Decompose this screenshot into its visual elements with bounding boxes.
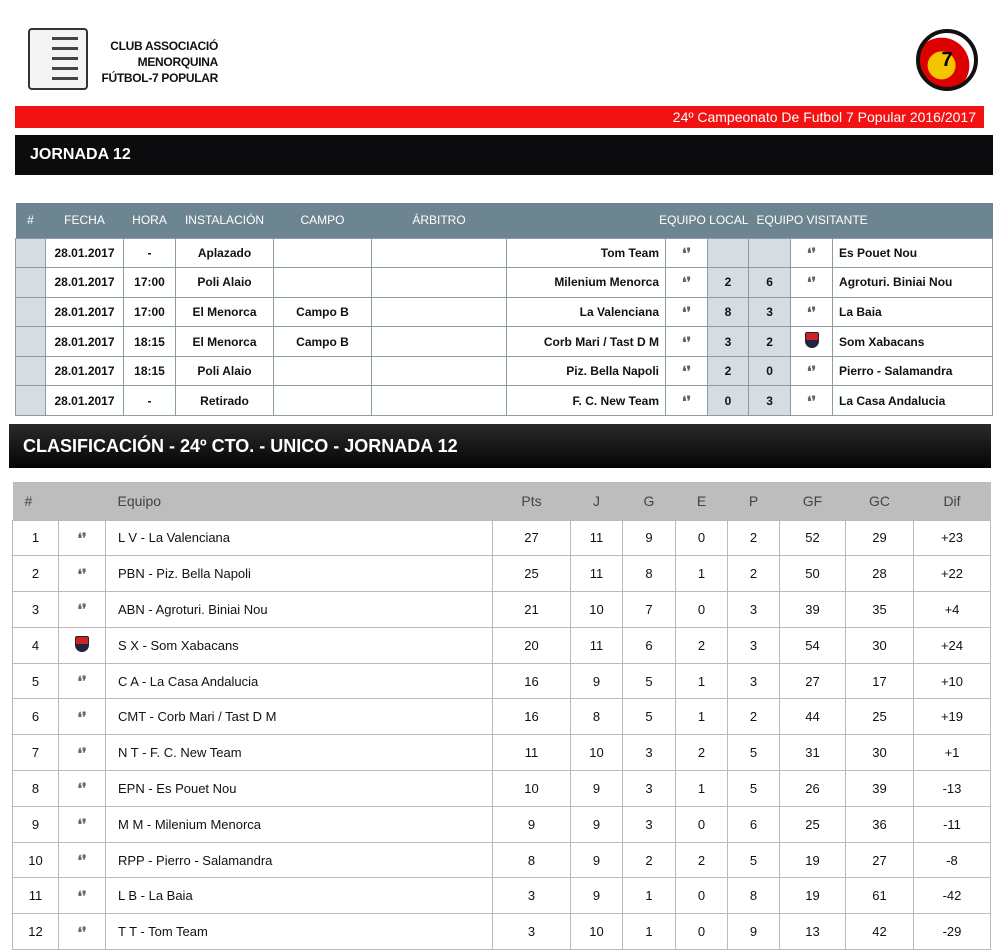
club-line: CLUB ASSOCIACIÓ [110, 39, 218, 53]
match-date: 28.01.2017 [46, 356, 124, 386]
team-icon: ❛❜ [681, 333, 692, 350]
team-icon: ❛❜ [77, 780, 87, 797]
match-row [16, 356, 993, 386]
match-venue: El Menorca [176, 327, 274, 357]
col-gf: GF [780, 482, 846, 520]
away-goals: 3 [749, 386, 791, 416]
team-icon: ❛❜ [681, 363, 692, 380]
match-row [16, 327, 993, 357]
team-won: 5 [623, 699, 676, 735]
team-gf: 44 [780, 699, 846, 735]
team-team[interactable]: M M - Milenium Menorca [106, 806, 493, 842]
match-row [16, 268, 993, 298]
match-row [16, 297, 993, 327]
team-gc: 36 [846, 806, 914, 842]
club-name [100, 38, 218, 86]
club-line: FÚTBOL-7 POPULAR [101, 71, 218, 85]
team-diff: -29 [914, 914, 991, 950]
match-num [16, 297, 46, 327]
col-icon [59, 482, 106, 520]
standings-row [13, 735, 991, 771]
away-goals [749, 238, 791, 268]
team-won: 3 [623, 735, 676, 771]
standings-row [13, 663, 991, 699]
team-lost: 5 [728, 842, 780, 878]
team-diff: -8 [914, 842, 991, 878]
team-icon: ❛❜ [77, 744, 87, 761]
match-num [16, 268, 46, 298]
badge-number: 7 [941, 48, 953, 71]
team-played: 10 [571, 592, 623, 628]
team-played: 8 [571, 699, 623, 735]
away-team[interactable]: Es Pouet Nou [833, 238, 993, 268]
away-team-icon-cell [791, 356, 833, 386]
team-team[interactable]: T T - Tom Team [106, 914, 493, 950]
match-date: 28.01.2017 [46, 386, 124, 416]
team-gf: 19 [780, 842, 846, 878]
team-pos: 5 [13, 663, 59, 699]
team-won: 8 [623, 556, 676, 592]
team-played: 10 [571, 914, 623, 950]
standings-row [13, 520, 991, 556]
match-venue: El Menorca [176, 297, 274, 327]
team-pts: 21 [493, 592, 571, 628]
match-time: - [124, 238, 176, 268]
team-icon: ❛❜ [681, 303, 692, 320]
away-team[interactable]: La Baia [833, 297, 993, 327]
team-icon-cell [59, 914, 106, 950]
team-pts: 8 [493, 842, 571, 878]
team-pts: 9 [493, 806, 571, 842]
team-played: 9 [571, 771, 623, 807]
team-played: 10 [571, 735, 623, 771]
team-won: 9 [623, 520, 676, 556]
team-pos: 1 [13, 520, 59, 556]
team-icon-cell [59, 806, 106, 842]
team-icon: ❛❜ [807, 274, 817, 291]
team-drawn: 0 [676, 878, 728, 914]
standings-row [13, 592, 991, 628]
team-gc: 35 [846, 592, 914, 628]
team-icon: ❛❜ [77, 565, 87, 582]
team-drawn: 0 [676, 592, 728, 628]
team-icon: ❛❜ [681, 392, 692, 409]
col-e: E [676, 482, 728, 520]
match-row [16, 386, 993, 416]
shield-icon [805, 332, 819, 348]
team-won: 3 [623, 771, 676, 807]
team-gc: 30 [846, 735, 914, 771]
col-arbitro: ÁRBITRO [372, 203, 507, 238]
home-team-icon-cell [666, 297, 708, 327]
team-icon: ❛❜ [807, 363, 817, 380]
match-venue: Poli Alaio [176, 356, 274, 386]
team-gc: 27 [846, 842, 914, 878]
match-referee [372, 297, 507, 327]
standings-row [13, 914, 991, 950]
team-pts: 16 [493, 699, 571, 735]
away-team[interactable]: Som Xabacans [833, 327, 993, 357]
match-venue: Retirado [176, 386, 274, 416]
team-played: 9 [571, 806, 623, 842]
team-diff: -11 [914, 806, 991, 842]
team-diff: +10 [914, 663, 991, 699]
match-referee [372, 327, 507, 357]
match-field: Campo B [274, 327, 372, 357]
team-gf: 26 [780, 771, 846, 807]
team-icon-cell [59, 735, 106, 771]
team-icon-cell [59, 627, 106, 663]
team-lost: 3 [728, 627, 780, 663]
match-time: 17:00 [124, 268, 176, 298]
away-team-icon-cell [791, 238, 833, 268]
team-played: 11 [571, 520, 623, 556]
team-lost: 5 [728, 771, 780, 807]
team-gc: 42 [846, 914, 914, 950]
team-team[interactable]: ABN - Agroturi. Biniai Nou [106, 592, 493, 628]
home-team[interactable]: Tom Team [507, 238, 666, 268]
standings-title: CLASIFICACIÓN - 24º CTO. - UNICO - JORNADA 12 [9, 424, 991, 468]
team-icon-cell [59, 520, 106, 556]
team-icon-cell [59, 878, 106, 914]
team-won: 1 [623, 914, 676, 950]
team-lost: 2 [728, 520, 780, 556]
away-team[interactable]: Agroturi. Biniai Nou [833, 268, 993, 298]
team-pos: 11 [13, 878, 59, 914]
team-drawn: 2 [676, 842, 728, 878]
team-drawn: 1 [676, 771, 728, 807]
match-num [16, 356, 46, 386]
team-diff: -42 [914, 878, 991, 914]
team-gf: 50 [780, 556, 846, 592]
team-gc: 28 [846, 556, 914, 592]
federation-badge [916, 29, 978, 91]
away-team[interactable]: La Casa Andalucia [833, 386, 993, 416]
matches-table [15, 203, 993, 416]
standings-row [13, 627, 991, 663]
jornada-title: JORNADA 12 [15, 135, 993, 175]
team-gf: 13 [780, 914, 846, 950]
team-pos: 3 [13, 592, 59, 628]
home-goals: 2 [708, 268, 749, 298]
col-num: # [13, 482, 59, 520]
match-referee [372, 356, 507, 386]
team-pts: 20 [493, 627, 571, 663]
home-team[interactable]: Corb Mari / Tast D M [507, 327, 666, 357]
team-lost: 5 [728, 735, 780, 771]
col-fecha: FECHA [46, 203, 124, 238]
away-team[interactable]: Pierro - Salamandra [833, 356, 993, 386]
team-lost: 2 [728, 556, 780, 592]
col-visitante: EQUIPO VISITANTE [749, 203, 993, 238]
team-lost: 3 [728, 592, 780, 628]
team-drawn: 1 [676, 663, 728, 699]
match-row [16, 238, 993, 268]
team-gc: 61 [846, 878, 914, 914]
team-drawn: 2 [676, 627, 728, 663]
team-lost: 2 [728, 699, 780, 735]
team-lost: 3 [728, 663, 780, 699]
home-goals: 0 [708, 386, 749, 416]
team-gc: 29 [846, 520, 914, 556]
team-icon: ❛❜ [77, 852, 87, 869]
standings-row [13, 806, 991, 842]
team-won: 1 [623, 878, 676, 914]
match-referee [372, 238, 507, 268]
match-referee [372, 386, 507, 416]
team-team[interactable]: N T - F. C. New Team [106, 735, 493, 771]
team-icon: ❛❜ [77, 708, 87, 725]
team-won: 7 [623, 592, 676, 628]
match-field [274, 268, 372, 298]
home-team[interactable]: Milenium Menorca [507, 268, 666, 298]
team-icon-cell [59, 699, 106, 735]
match-date: 28.01.2017 [46, 327, 124, 357]
col-campo: CAMPO [274, 203, 372, 238]
team-team[interactable]: EPN - Es Pouet Nou [106, 771, 493, 807]
standings-row [13, 842, 991, 878]
team-icon: ❛❜ [77, 529, 87, 546]
match-venue: Poli Alaio [176, 268, 274, 298]
team-drawn: 1 [676, 556, 728, 592]
team-gf: 31 [780, 735, 846, 771]
team-pts: 16 [493, 663, 571, 699]
team-team[interactable]: C A - La Casa Andalucia [106, 663, 493, 699]
shield-icon [75, 636, 89, 652]
match-date: 28.01.2017 [46, 268, 124, 298]
team-played: 9 [571, 663, 623, 699]
match-num [16, 238, 46, 268]
col-instalacion: INSTALACIÓN [176, 203, 274, 238]
col-pts: Pts [493, 482, 571, 520]
col-g: G [623, 482, 676, 520]
team-played: 9 [571, 878, 623, 914]
team-icon: ❛❜ [681, 274, 692, 291]
club-logo [28, 28, 88, 90]
away-goals: 6 [749, 268, 791, 298]
team-pos: 7 [13, 735, 59, 771]
team-team[interactable]: S X - Som Xabacans [106, 627, 493, 663]
team-team[interactable]: L V - La Valenciana [106, 520, 493, 556]
match-venue: Aplazado [176, 238, 274, 268]
home-team-icon-cell [666, 238, 708, 268]
standings-row [13, 771, 991, 807]
team-pts: 11 [493, 735, 571, 771]
home-goals [708, 238, 749, 268]
col-gc: GC [846, 482, 914, 520]
team-gc: 39 [846, 771, 914, 807]
match-time: 17:00 [124, 297, 176, 327]
home-goals: 3 [708, 327, 749, 357]
match-field [274, 238, 372, 268]
team-pts: 27 [493, 520, 571, 556]
team-icon-cell [59, 663, 106, 699]
team-gf: 52 [780, 520, 846, 556]
home-team[interactable]: La Valenciana [507, 297, 666, 327]
team-gc: 17 [846, 663, 914, 699]
team-lost: 9 [728, 914, 780, 950]
match-num [16, 386, 46, 416]
away-goals: 2 [749, 327, 791, 357]
team-icon-cell [59, 771, 106, 807]
team-gc: 25 [846, 699, 914, 735]
team-drawn: 2 [676, 735, 728, 771]
team-diff: +1 [914, 735, 991, 771]
team-won: 3 [623, 806, 676, 842]
team-won: 5 [623, 663, 676, 699]
team-pos: 12 [13, 914, 59, 950]
away-team-icon-cell [791, 268, 833, 298]
match-referee [372, 268, 507, 298]
team-team[interactable]: CMT - Corb Mari / Tast D M [106, 699, 493, 735]
team-gf: 54 [780, 627, 846, 663]
home-team-icon-cell [666, 356, 708, 386]
match-time: 18:15 [124, 327, 176, 357]
team-icon: ❛❜ [807, 392, 817, 409]
match-field [274, 386, 372, 416]
championship-banner: 24º Campeonato De Futbol 7 Popular 2016/2017 [15, 106, 984, 128]
team-icon: ❛❜ [77, 923, 87, 940]
team-icon-cell [59, 592, 106, 628]
team-won: 6 [623, 627, 676, 663]
team-team[interactable]: L B - La Baia [106, 878, 493, 914]
team-icon: ❛❜ [807, 244, 817, 261]
away-goals: 3 [749, 297, 791, 327]
team-pos: 9 [13, 806, 59, 842]
col-dif: Dif [914, 482, 991, 520]
team-icon: ❛❜ [77, 673, 87, 690]
match-num [16, 327, 46, 357]
col-hora: HORA [124, 203, 176, 238]
team-played: 11 [571, 556, 623, 592]
team-icon: ❛❜ [77, 816, 87, 833]
team-icon-cell [59, 842, 106, 878]
standings-header [13, 482, 991, 520]
team-pts: 3 [493, 914, 571, 950]
team-pos: 6 [13, 699, 59, 735]
team-drawn: 1 [676, 699, 728, 735]
standings-row [13, 556, 991, 592]
match-date: 28.01.2017 [46, 238, 124, 268]
team-played: 11 [571, 627, 623, 663]
home-team[interactable]: F. C. New Team [507, 386, 666, 416]
team-lost: 6 [728, 806, 780, 842]
team-pos: 2 [13, 556, 59, 592]
col-local: EQUIPO LOCAL [507, 203, 749, 238]
col-equipo: Equipo [106, 482, 493, 520]
team-diff: +24 [914, 627, 991, 663]
col-num: # [16, 203, 46, 238]
col-j: J [571, 482, 623, 520]
team-diff: +23 [914, 520, 991, 556]
team-gc: 30 [846, 627, 914, 663]
team-icon: ❛❜ [77, 887, 87, 904]
team-pts: 25 [493, 556, 571, 592]
team-diff: +4 [914, 592, 991, 628]
away-team-icon-cell [791, 297, 833, 327]
team-team[interactable]: PBN - Piz. Bella Napoli [106, 556, 493, 592]
away-team-icon-cell [791, 327, 833, 357]
home-goals: 8 [708, 297, 749, 327]
team-gf: 27 [780, 663, 846, 699]
team-pts: 3 [493, 878, 571, 914]
team-pos: 8 [13, 771, 59, 807]
team-icon: ❛❜ [77, 601, 87, 618]
match-field: Campo B [274, 297, 372, 327]
home-team-icon-cell [666, 327, 708, 357]
team-gf: 25 [780, 806, 846, 842]
match-time: - [124, 386, 176, 416]
team-icon: ❛❜ [807, 303, 817, 320]
team-gf: 19 [780, 878, 846, 914]
home-goals: 2 [708, 356, 749, 386]
team-lost: 8 [728, 878, 780, 914]
team-pts: 10 [493, 771, 571, 807]
team-icon-cell [59, 556, 106, 592]
team-drawn: 0 [676, 520, 728, 556]
team-drawn: 0 [676, 914, 728, 950]
standings-row [13, 878, 991, 914]
away-goals: 0 [749, 356, 791, 386]
match-date: 28.01.2017 [46, 297, 124, 327]
club-line: MENORQUINA [137, 55, 218, 69]
matches-header [16, 203, 993, 238]
team-played: 9 [571, 842, 623, 878]
match-field [274, 356, 372, 386]
home-team-icon-cell [666, 386, 708, 416]
team-pos: 4 [13, 627, 59, 663]
standings-row [13, 699, 991, 735]
team-icon: ❛❜ [681, 244, 692, 261]
match-time: 18:15 [124, 356, 176, 386]
team-won: 2 [623, 842, 676, 878]
team-diff: +22 [914, 556, 991, 592]
team-pos: 10 [13, 842, 59, 878]
team-drawn: 0 [676, 806, 728, 842]
away-team-icon-cell [791, 386, 833, 416]
team-gf: 39 [780, 592, 846, 628]
team-diff: -13 [914, 771, 991, 807]
col-p: P [728, 482, 780, 520]
team-team[interactable]: RPP - Pierro - Salamandra [106, 842, 493, 878]
team-diff: +19 [914, 699, 991, 735]
home-team[interactable]: Piz. Bella Napoli [507, 356, 666, 386]
home-team-icon-cell [666, 268, 708, 298]
standings-table [12, 482, 991, 950]
